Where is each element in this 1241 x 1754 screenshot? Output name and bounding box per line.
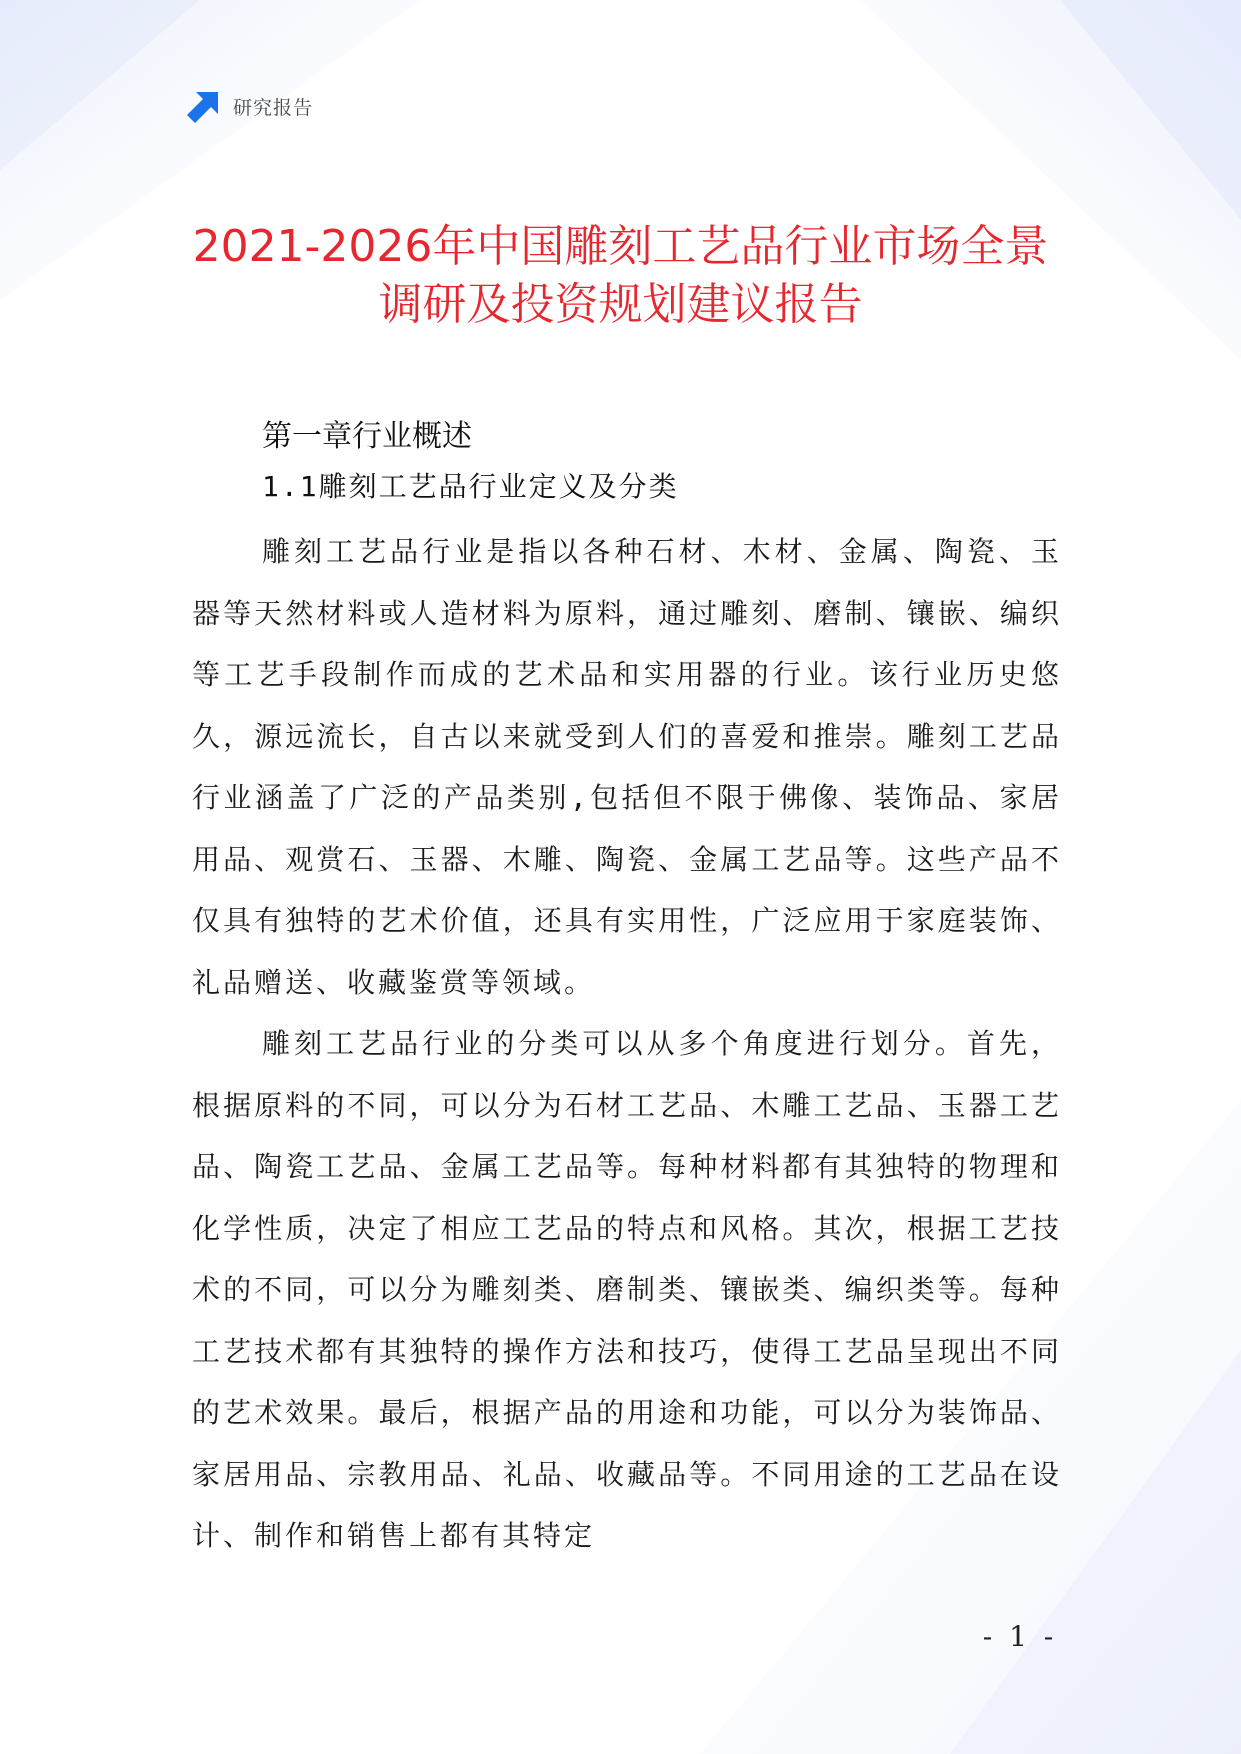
page-number: - 1 - [982, 1620, 1058, 1653]
report-body [192, 415, 1062, 1567]
title-line-2: 调研及投资规划建议报告 [378, 279, 863, 330]
arrow-up-right-icon [187, 89, 221, 123]
report-header [187, 88, 313, 124]
chapter-heading: 第一章行业概述 [262, 419, 472, 454]
body-paragraph: 雕刻工艺品行业的分类可以从多个角度进行划分。首先，根据原料的不同，可以分为石材工艺品、木雕工艺品、玉器工艺品、陶瓷工艺品、金属工艺品等。每种材料都有其独特的物理和化学性质，决定了相应工艺品的特点和风格。其次，根据工艺技术的不同，可以分为雕刻类、磨制类、镶嵌类、编织类等。每种工艺技术都有其独特的操作方法和技巧，使得工艺品呈现出不同的艺术效果。最后，根据产品的用途和功能，可以分为装饰品、家居用品、宗教用品、礼品、收藏品等。不同用途的工艺品在设计、制作和销售上都有其特定 [192, 1027, 1062, 1552]
body-paragraph: 雕刻工艺品行业是指以各种石材、木材、金属、陶瓷、玉器等天然材料或人造材料为原料，通过雕刻、磨制、镶嵌、编织等工艺手段制作而成的艺术品和实用器的行业。该行业历史悠久，源远流长，自古以来就受到人们的喜爱和推崇。雕刻工艺品行业涵盖了广泛的产品类别,包括但不限于佛像、装饰品、家居用品、观赏石、玉器、木雕、陶瓷、金属工艺品等。这些产品不仅具有独特的艺术价值，还具有实用性，广泛应用于家庭装饰、礼品赠送、收藏鉴赏等领域。 [192, 535, 1062, 999]
title-line-1: 2021-2026年中国雕刻工艺品行业市场全景 [192, 221, 1049, 272]
section-heading: 1.1雕刻工艺品行业定义及分类 [262, 470, 679, 503]
header-label: 研究报告 [233, 96, 314, 119]
report-title [150, 218, 1091, 334]
